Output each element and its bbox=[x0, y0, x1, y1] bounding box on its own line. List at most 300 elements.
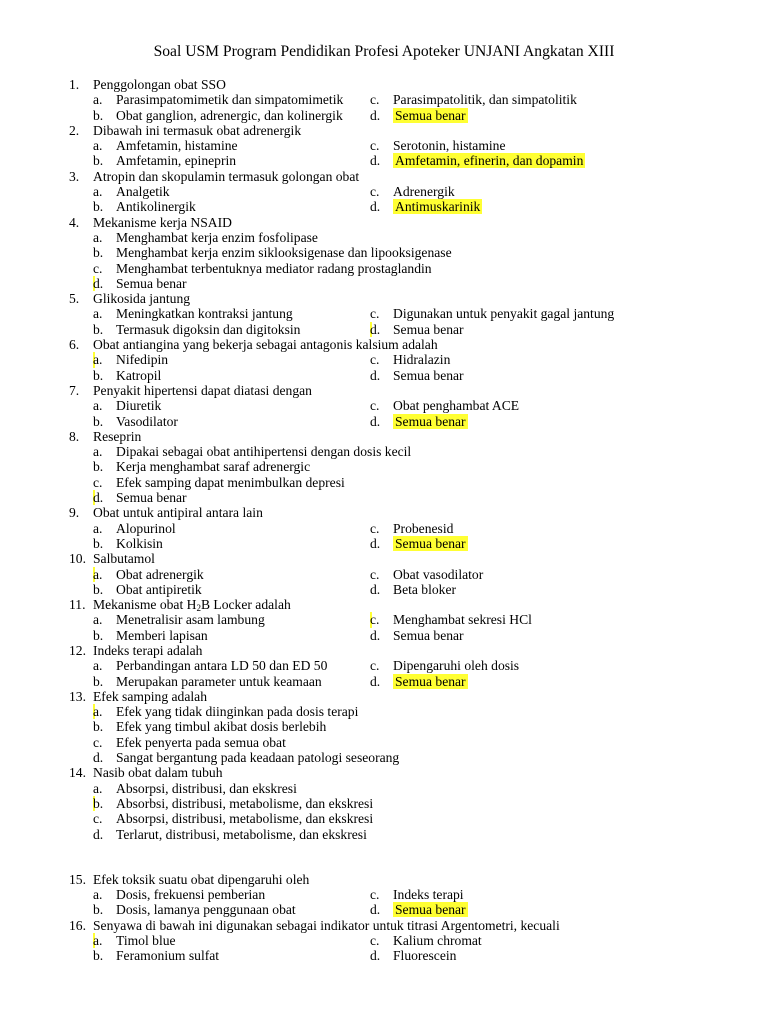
question-item bbox=[0, 918, 768, 964]
option-text-main: Memberi lapisan bbox=[116, 627, 208, 643]
option-text bbox=[116, 735, 286, 750]
option-row bbox=[0, 368, 768, 383]
option-row bbox=[0, 153, 768, 168]
question-text-main: Atropin dan skopulamin termasuk golongan obat bbox=[93, 168, 360, 184]
question-item bbox=[0, 505, 768, 551]
option-text bbox=[393, 674, 468, 689]
option-letter: a. bbox=[93, 704, 103, 720]
question-text-main: Mekanisme kerja NSAID bbox=[93, 214, 232, 230]
option-text bbox=[393, 352, 450, 367]
question-row bbox=[0, 765, 768, 780]
question-number: 10. bbox=[69, 551, 86, 567]
option-letter: d. bbox=[370, 153, 381, 169]
option-text-main: Menghambat sekresi HC bbox=[393, 612, 529, 628]
answer-option-highlighted bbox=[93, 352, 169, 368]
option-text bbox=[116, 796, 373, 811]
question-number: 16. bbox=[69, 917, 86, 933]
question-number: 13. bbox=[69, 688, 86, 704]
option-row bbox=[0, 567, 768, 582]
option-text-main: Obat vasodilator bbox=[393, 566, 484, 582]
question-text-main: Efek toksik suatu obat dipengaruhi oleh bbox=[93, 871, 310, 887]
option-text bbox=[393, 612, 532, 627]
option-text-main: Semua benar bbox=[116, 275, 187, 291]
question-text bbox=[93, 505, 263, 520]
option-text-main: Amfetamin, epineprin bbox=[116, 153, 237, 169]
option-text-main: Semua benar bbox=[393, 321, 464, 337]
option-text bbox=[116, 108, 343, 123]
question-row bbox=[0, 123, 768, 138]
option-row bbox=[0, 582, 768, 597]
option-text-main: Obat penghambat ACE bbox=[393, 398, 520, 414]
option-letter: a. bbox=[93, 444, 103, 460]
option-text bbox=[393, 628, 464, 643]
question-item bbox=[0, 872, 768, 918]
question-text-main: Obat untuk antipiral antara lain bbox=[93, 505, 263, 521]
question-list bbox=[0, 77, 768, 964]
option-letter: c. bbox=[370, 184, 380, 200]
option-text bbox=[116, 368, 161, 383]
option-row bbox=[0, 322, 768, 337]
option-row bbox=[0, 704, 768, 719]
option-text bbox=[393, 306, 614, 321]
question-item bbox=[0, 77, 768, 123]
option-letter: d. bbox=[370, 413, 381, 429]
option-text-main: Efek yang timbul akibat dosis berlebih bbox=[116, 719, 327, 735]
question-text bbox=[93, 643, 202, 658]
option-letter: a. bbox=[93, 780, 103, 796]
option-text bbox=[116, 138, 238, 153]
question-number: 15. bbox=[69, 871, 86, 887]
question-item bbox=[0, 765, 768, 841]
option-text-main: Semua benar bbox=[395, 413, 466, 429]
option-text-main: Probenesid bbox=[393, 520, 454, 536]
option-letter: c. bbox=[370, 352, 380, 368]
option-letter: d. bbox=[370, 902, 381, 918]
option-row bbox=[0, 92, 768, 107]
option-row bbox=[0, 444, 768, 459]
option-text-main: Absorbsi, distribusi, metabolisme, dan ekskresi bbox=[116, 795, 374, 811]
option-letter: c. bbox=[370, 306, 380, 322]
option-letter: d. bbox=[370, 948, 381, 964]
option-letter: b. bbox=[93, 673, 104, 689]
option-text bbox=[116, 902, 296, 917]
option-text-main: Semua benar bbox=[116, 490, 187, 506]
option-text bbox=[116, 352, 168, 367]
option-text-main: Dipakai sebagai obat antihipertensi dengan dosis kecil bbox=[116, 444, 412, 460]
option-text bbox=[116, 674, 322, 689]
question-text-tail: B Locker adalah bbox=[200, 597, 291, 613]
question-number: 5. bbox=[69, 291, 80, 307]
option-text-tail: l bbox=[528, 612, 532, 628]
question-text-main: Glikosida jantung bbox=[93, 291, 191, 307]
option-text bbox=[393, 536, 468, 551]
option-text bbox=[116, 750, 399, 765]
option-text-main: Meningkatkan kontraksi jantung bbox=[116, 306, 293, 322]
option-text-main: Dipengaruhi oleh dosis bbox=[393, 658, 520, 674]
option-text-main: Antikolinergik bbox=[116, 199, 196, 215]
option-letter: c. bbox=[370, 138, 380, 154]
option-text-main: Indeks terapi bbox=[393, 887, 464, 903]
option-text-main: Obat adrenergik bbox=[116, 566, 204, 582]
answer-option-highlighted bbox=[93, 566, 204, 582]
option-letter: a. bbox=[93, 398, 103, 414]
answer-option-highlighted bbox=[93, 795, 374, 811]
option-row bbox=[0, 933, 768, 948]
option-text-main: Adrenergik bbox=[393, 184, 455, 200]
option-letter: b. bbox=[93, 581, 104, 597]
question-item bbox=[0, 169, 768, 215]
option-letter: c. bbox=[370, 612, 380, 628]
question-item bbox=[0, 597, 768, 643]
option-text bbox=[393, 184, 455, 199]
question-row bbox=[0, 383, 768, 398]
option-text-main: Menetralisir asam lambung bbox=[116, 612, 265, 628]
option-row bbox=[0, 138, 768, 153]
question-row bbox=[0, 872, 768, 887]
question-text bbox=[93, 383, 312, 398]
question-number: 6. bbox=[69, 337, 80, 353]
question-text bbox=[93, 551, 155, 566]
question-text bbox=[93, 337, 438, 352]
option-letter: c. bbox=[370, 566, 380, 582]
option-text-main: Digunakan untuk penyakit gagal jantung bbox=[393, 306, 615, 322]
option-text-main: Timol blue bbox=[116, 933, 176, 949]
option-text bbox=[393, 398, 519, 413]
option-text bbox=[116, 811, 373, 826]
question-text bbox=[93, 77, 226, 92]
option-text-main: Nifedipin bbox=[116, 352, 169, 368]
option-letter: c. bbox=[93, 474, 103, 490]
option-text-main: Kolkisin bbox=[116, 535, 163, 551]
option-letter: b. bbox=[93, 413, 104, 429]
question-text bbox=[93, 765, 223, 780]
option-row bbox=[0, 490, 768, 505]
option-letter: d. bbox=[93, 750, 104, 766]
option-letter: d. bbox=[93, 275, 104, 291]
question-row bbox=[0, 597, 768, 612]
option-text bbox=[116, 245, 452, 260]
option-text-main: Sangat bergantung pada keadaan patologi seseorang bbox=[116, 750, 400, 766]
option-row bbox=[0, 612, 768, 627]
option-letter: d. bbox=[370, 199, 381, 215]
option-text-main: Antimuskarinik bbox=[395, 199, 481, 215]
option-letter: b. bbox=[93, 948, 104, 964]
option-row bbox=[0, 230, 768, 245]
question-text bbox=[93, 872, 309, 887]
option-text-main: Termasuk digoksin dan digitoksin bbox=[116, 321, 301, 337]
option-row bbox=[0, 948, 768, 963]
option-text bbox=[116, 459, 310, 474]
option-letter: d. bbox=[370, 581, 381, 597]
question-text-main: Nasib obat dalam tubuh bbox=[93, 765, 223, 781]
option-letter: c. bbox=[93, 734, 103, 750]
option-row bbox=[0, 521, 768, 536]
option-text bbox=[393, 658, 519, 673]
question-text-main: Dibawah ini termasuk obat adrenergik bbox=[93, 122, 302, 138]
option-letter: d. bbox=[370, 321, 381, 337]
option-row bbox=[0, 398, 768, 413]
option-row bbox=[0, 827, 768, 842]
option-row bbox=[0, 261, 768, 276]
option-letter: a. bbox=[93, 933, 103, 949]
option-text-main: Semua benar bbox=[395, 902, 466, 918]
option-text-main: Dosis, frekuensi pemberian bbox=[116, 887, 266, 903]
option-text-main: Feramonium sulfat bbox=[116, 948, 220, 964]
option-text-main: Absorpsi, distribusi, metabolisme, dan ekskresi bbox=[116, 811, 374, 827]
option-row bbox=[0, 887, 768, 902]
option-text-main: Alopurinol bbox=[116, 520, 176, 536]
question-text bbox=[93, 429, 141, 444]
option-row bbox=[0, 735, 768, 750]
question-subscript: 2 bbox=[196, 603, 201, 614]
option-row bbox=[0, 902, 768, 917]
question-row bbox=[0, 918, 768, 933]
option-letter: b. bbox=[93, 459, 104, 475]
question-item bbox=[0, 429, 768, 505]
option-letter: b. bbox=[93, 199, 104, 215]
option-row bbox=[0, 674, 768, 689]
option-letter: b. bbox=[93, 367, 104, 383]
option-text-main: Dosis, lamanya penggunaan obat bbox=[116, 902, 296, 918]
option-letter: b. bbox=[93, 153, 104, 169]
option-text-main: Parasimpatomimetik dan simpatomimetik bbox=[116, 92, 344, 108]
option-text-main: Obat ganglion, adrenergic, dan kolinergik bbox=[116, 107, 343, 123]
option-letter: b. bbox=[93, 321, 104, 337]
option-letter: b. bbox=[93, 627, 104, 643]
question-item bbox=[0, 123, 768, 169]
option-text bbox=[393, 567, 483, 582]
option-letter: a. bbox=[93, 352, 103, 368]
option-letter: d. bbox=[93, 490, 104, 506]
option-text-main: Efek penyerta pada semua obat bbox=[116, 734, 286, 750]
question-text-main: Senyawa di bawah ini digunakan sebagai indikator untuk titrasi Argentometri, kecuali bbox=[93, 917, 560, 933]
question-item bbox=[0, 689, 768, 765]
option-text-main: Semua benar bbox=[395, 535, 466, 551]
option-text bbox=[116, 781, 297, 796]
answer-option-highlighted bbox=[93, 275, 187, 291]
option-row bbox=[0, 536, 768, 551]
question-text-main: Mekanisme obat H bbox=[93, 597, 197, 613]
option-text-main: Semua benar bbox=[393, 627, 464, 643]
option-letter: a. bbox=[93, 138, 103, 154]
option-text-main: Menghambat kerja enzim siklooksigenase dan lipooksigenase bbox=[116, 245, 452, 261]
option-text bbox=[393, 414, 468, 429]
option-letter: b. bbox=[93, 795, 104, 811]
option-text bbox=[116, 612, 265, 627]
option-row bbox=[0, 245, 768, 260]
option-row bbox=[0, 306, 768, 321]
option-letter: c. bbox=[370, 92, 380, 108]
section-gap bbox=[0, 842, 768, 872]
question-number: 11. bbox=[69, 597, 86, 613]
option-text bbox=[116, 322, 300, 337]
option-text-main: Amfetamin, efinerin, dan dopamin bbox=[395, 153, 584, 169]
option-text bbox=[116, 444, 411, 459]
question-number: 4. bbox=[69, 214, 80, 230]
question-text bbox=[93, 291, 190, 306]
option-letter: c. bbox=[370, 398, 380, 414]
option-text bbox=[116, 704, 358, 719]
option-text bbox=[393, 199, 482, 214]
question-row bbox=[0, 551, 768, 566]
option-text bbox=[116, 827, 367, 842]
option-text bbox=[393, 138, 506, 153]
question-text-main: Obat antiangina yang bekerja sebagai antagonis kalsium adalah bbox=[93, 337, 438, 353]
option-text bbox=[116, 184, 170, 199]
option-row bbox=[0, 108, 768, 123]
option-text bbox=[116, 628, 208, 643]
option-text-main: Perbandingan antara LD 50 dan ED 50 bbox=[116, 658, 328, 674]
question-row bbox=[0, 215, 768, 230]
question-item bbox=[0, 551, 768, 597]
option-text bbox=[116, 306, 293, 321]
option-letter: a. bbox=[93, 520, 103, 536]
question-text bbox=[93, 918, 560, 933]
option-text-main: Menghambat terbentuknya mediator radang prostaglandin bbox=[116, 260, 432, 276]
option-text-main: Semua benar bbox=[393, 367, 464, 383]
option-row bbox=[0, 796, 768, 811]
question-row bbox=[0, 643, 768, 658]
option-text bbox=[393, 902, 468, 917]
question-text-main: Penggolongan obat SSO bbox=[93, 77, 226, 92]
option-letter: b. bbox=[93, 719, 104, 735]
question-number: 1. bbox=[69, 77, 80, 92]
option-text bbox=[116, 887, 265, 902]
option-text-main: Hidralazin bbox=[393, 352, 451, 368]
option-text bbox=[116, 475, 345, 490]
option-row bbox=[0, 184, 768, 199]
option-text-main: Efek samping dapat menimbulkan depresi bbox=[116, 474, 345, 490]
question-text bbox=[93, 597, 291, 612]
option-text-main: Merupakan parameter untuk keamaan bbox=[116, 673, 322, 689]
question-item bbox=[0, 215, 768, 291]
option-text-main: Katropil bbox=[116, 367, 162, 383]
question-number: 2. bbox=[69, 122, 80, 138]
option-letter: b. bbox=[93, 107, 104, 123]
option-row bbox=[0, 352, 768, 367]
question-number: 8. bbox=[69, 428, 80, 444]
option-text-main: Semua benar bbox=[395, 107, 466, 123]
option-text bbox=[116, 276, 187, 291]
answer-option-highlighted bbox=[93, 933, 176, 949]
question-item bbox=[0, 291, 768, 337]
option-row bbox=[0, 199, 768, 214]
option-letter: b. bbox=[93, 535, 104, 551]
question-number: 12. bbox=[69, 642, 86, 658]
option-text-main: Efek yang tidak diinginkan pada dosis terapi bbox=[116, 704, 359, 720]
option-text bbox=[116, 490, 187, 505]
option-text bbox=[393, 948, 456, 963]
answer-option-highlighted bbox=[93, 704, 359, 720]
option-text bbox=[393, 153, 585, 168]
question-text-main: Penyakit hipertensi dapat diatasi dengan bbox=[93, 382, 312, 398]
option-row bbox=[0, 276, 768, 291]
option-text bbox=[116, 567, 204, 582]
option-text bbox=[116, 933, 176, 948]
option-letter: c. bbox=[370, 658, 380, 674]
option-letter: b. bbox=[93, 245, 104, 261]
question-row bbox=[0, 291, 768, 306]
page-title: Soal USM Program Pendidikan Profesi Apoteker UNJANI Angkatan XIII bbox=[153, 43, 615, 60]
option-text bbox=[393, 887, 464, 902]
option-letter: d. bbox=[370, 627, 381, 643]
option-row bbox=[0, 475, 768, 490]
option-text bbox=[116, 658, 327, 673]
question-row bbox=[0, 337, 768, 352]
option-text bbox=[116, 398, 161, 413]
option-text-main: Menghambat kerja enzim fosfolipase bbox=[116, 229, 318, 245]
option-text bbox=[116, 261, 432, 276]
question-row bbox=[0, 77, 768, 92]
option-text bbox=[393, 322, 464, 337]
option-text bbox=[116, 521, 176, 536]
question-text-main: Indeks terapi adalah bbox=[93, 642, 203, 658]
option-text bbox=[116, 719, 326, 734]
option-text-main: Terlarut, distribusi, metabolisme, dan ekskresi bbox=[116, 826, 367, 842]
answer-option-highlighted bbox=[370, 321, 464, 337]
option-text bbox=[116, 414, 178, 429]
option-letter: c. bbox=[370, 933, 380, 949]
option-text bbox=[116, 536, 163, 551]
option-letter: d. bbox=[370, 107, 381, 123]
option-letter: d. bbox=[93, 826, 104, 842]
option-text-main: Parasimpatolitik, dan simpatolitik bbox=[393, 92, 577, 108]
option-text bbox=[393, 368, 464, 383]
option-text-main: Fluorescein bbox=[393, 948, 457, 964]
option-letter: a. bbox=[93, 92, 103, 108]
option-letter: d. bbox=[370, 367, 381, 383]
option-letter: a. bbox=[93, 658, 103, 674]
option-row bbox=[0, 750, 768, 765]
option-text bbox=[393, 582, 456, 597]
question-item bbox=[0, 643, 768, 689]
option-text bbox=[116, 948, 219, 963]
option-text bbox=[393, 521, 453, 536]
option-letter: c. bbox=[370, 520, 380, 536]
option-text-main: Kalium chromat bbox=[393, 933, 482, 949]
option-text-main: Amfetamin, histamine bbox=[116, 138, 238, 154]
option-letter: a. bbox=[93, 887, 103, 903]
question-item bbox=[0, 337, 768, 383]
question-number: 14. bbox=[69, 765, 86, 781]
answer-option-highlighted bbox=[93, 490, 187, 506]
question-text-main: Efek samping adalah bbox=[93, 688, 207, 704]
option-text bbox=[116, 230, 318, 245]
option-letter: a. bbox=[93, 229, 103, 245]
question-number: 9. bbox=[69, 505, 80, 521]
option-letter: a. bbox=[93, 306, 103, 322]
option-letter: a. bbox=[93, 612, 103, 628]
question-row bbox=[0, 505, 768, 520]
option-letter: c. bbox=[93, 260, 103, 276]
option-row bbox=[0, 414, 768, 429]
option-row bbox=[0, 719, 768, 734]
option-letter: d. bbox=[370, 535, 381, 551]
option-text-main: Beta bloker bbox=[393, 581, 457, 597]
option-text-main: Kerja menghambat saraf adrenergic bbox=[116, 459, 311, 475]
option-letter: c. bbox=[93, 811, 103, 827]
question-text-main: Salbutamol bbox=[93, 551, 155, 567]
option-text bbox=[393, 933, 482, 948]
question-row bbox=[0, 429, 768, 444]
option-text-main: Diuretik bbox=[116, 398, 162, 414]
option-row bbox=[0, 658, 768, 673]
option-letter: c. bbox=[370, 887, 380, 903]
option-text bbox=[116, 92, 343, 107]
option-text-main: Analgetik bbox=[116, 184, 170, 200]
question-text bbox=[93, 169, 359, 184]
option-row bbox=[0, 781, 768, 796]
